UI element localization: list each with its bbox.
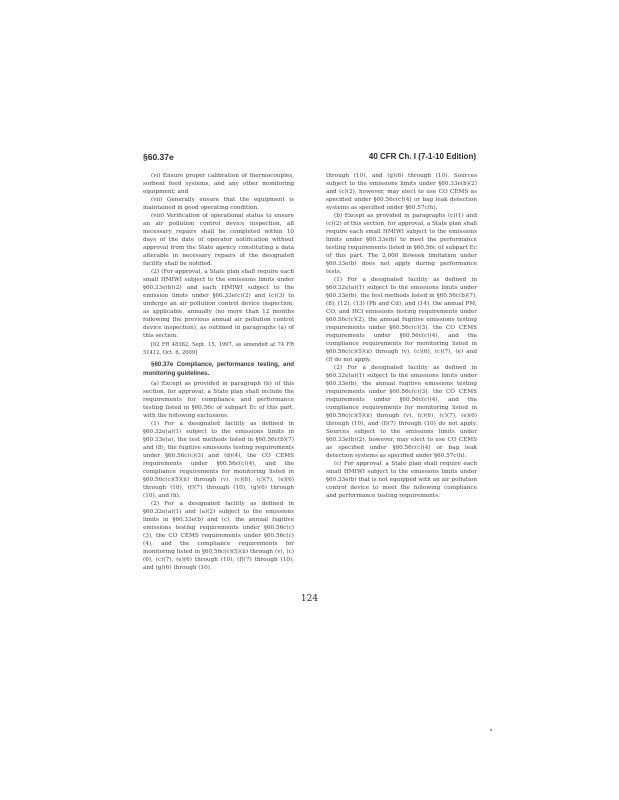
paragraph: (2) For a designated facility as defined in §60.32e(a)(1) and (a)(2) subject to the emissions limits in §60.33e(b) and (c), the annual fugitive emissions testing requirements under §60.56c(c)(3), the CO CEMS requirements under §60.56c(c)(4), and the compliance requirements for monitoring listed in §60.56c(c)(5)(ii) through (v), (c)(6), (c)(7), (e)(6) through (10), (f)(7) through (10), and (g)(6) through (10). <box>143 501 294 571</box>
right-column <box>326 172 477 500</box>
paragraph: (vi) Ensure proper calibration of thermocouples, sorbent feed systems, and any other monitoring equipment; and <box>143 173 294 195</box>
paragraph: (1) For a designated facility as defined in §60.32e(a)(1) subject to the emissions limits under §60.33e(b), the test methods listed in §60.56c(b)(7), (8), (12), (13) (Pb and Cd), and (14), the annual PM, CO, and HCl emissions testing requirements under §60.56c(c)(2), the annual fugitive emissions testing requirements under §60.56c(c)(3), the CO CEMS requirements under §60.56c(c)(4), and the compliance requirements for monitoring listed in §60.56c(c)(5)(ii) through (v), (c)(6), (c)(7), (e) and (f) do not apply. <box>326 277 477 363</box>
paragraph: (c) For approval, a State plan shall require each small HMIWI subject to the emissions limits under §60.33e(b) that is not equipped with an air pollution control device to meet the following compliance and performance testing requirements: <box>326 461 477 499</box>
paragraph: through (10), and (g)(6) through (10). Sources subject to the emissions limits under §60.33e(b)(2) and (c)(2), however, may elect to use CO CEMS as specified under §60.56c(c)(4) or bag leak detection systems as specified under §60.57c(h). <box>326 173 477 211</box>
paragraph: (1) For a designated facility as defined in §60.32e(a)(1) subject to the emissions limits in §60.33e(a), the test methods listed in §60.56c(b)(7) and (8), the fugitive emissions testing requirements under §60.56c(c)(3) and (d)(4), the CO CEMS requirements under §60.56c(c)(4), and the compliance requirements for monitoring listed in §60.56c(c)(5)(ii) through (v), (c)(6), (c)(7), (e)(6) through (10), (f)(7) through (10), (g)(6) through (10), and (h). <box>143 421 294 499</box>
scan-speck <box>490 729 492 731</box>
section-heading: §60.37e Compliance, performance testing, and monitoring guidelines. <box>143 361 294 377</box>
paragraph: (viii) Verification of operational status to ensure an air pollution control device inspection, all necessary repairs shall be completed within 10 days of the date of operator notification without approval from the State agency constituting a data alterable in necessary repairs of the designated facility shall be notified. <box>143 213 294 267</box>
paragraph: (vii) Generally ensure that the equipment is maintained in good operating condition. <box>143 197 294 211</box>
paragraph: (b) Except as provided in paragraphs (c)(1) and (c)(2) of this section, for approval, a State plan shall require each small HMIWI subject to the emissions limits under §60.33e(b) to meet the performance testing requirements listed in §60.56c of subpart Ec of this part. The 2,000 lb/week limitation under §60.33e(b) does not apply during performance tests. <box>326 213 477 275</box>
paragraph: (2) (For approval, a State plan shall require each small HMIWI subject to the emissions limits under §60.33e(b)(2) and each HMIWI subject to the emission limits under §60.33e(c)(2) and (c)(3) to undergo an air pollution control device inspection, as applicable, annually (no more than 12 months following the previous annual air pollution control device inspection), as outlined in paragraphs (a) of this section. <box>143 269 294 339</box>
section-reference-header: §60.37e <box>143 152 174 162</box>
citation: [62 FR 48382, Sept. 15, 1997, as amended at 74 FR 51412, Oct. 6, 2009] <box>143 342 294 356</box>
cfr-reference-header: 40 CFR Ch. I (7-1-10 Edition) <box>368 152 476 161</box>
page-number: 124 <box>300 594 319 604</box>
left-column <box>143 172 294 572</box>
paragraph: (a) Except as provided in paragraph (b) of this section, for approval, a State plan shall include the requirements for compliance and performance testing listed in §60.56c of subpart Ec of this part, with the following exclusions: <box>143 381 294 419</box>
paragraph: (2) For a designated facility as defined in §60.32e(a)(1) subject to the emissions limits under §60.33e(b), the annual fugitive emissions testing requirements under §60.56c(c)(3), the CO CEMS requirements under §60.56c(c)(4), and the compliance requirements for monitoring listed in §60.56c(c)(5)(ii) through (v), (c)(6), (c)(7), (e)(6) through (10), and (f)(7) through (10) do not apply. Sources subject to the emissions limits under §60.33e(b)(2), however, may elect to use CO CEMS as specified under §60.56c(c)(4) or bag leak detection systems as specified under §60.57c(h). <box>326 365 477 459</box>
